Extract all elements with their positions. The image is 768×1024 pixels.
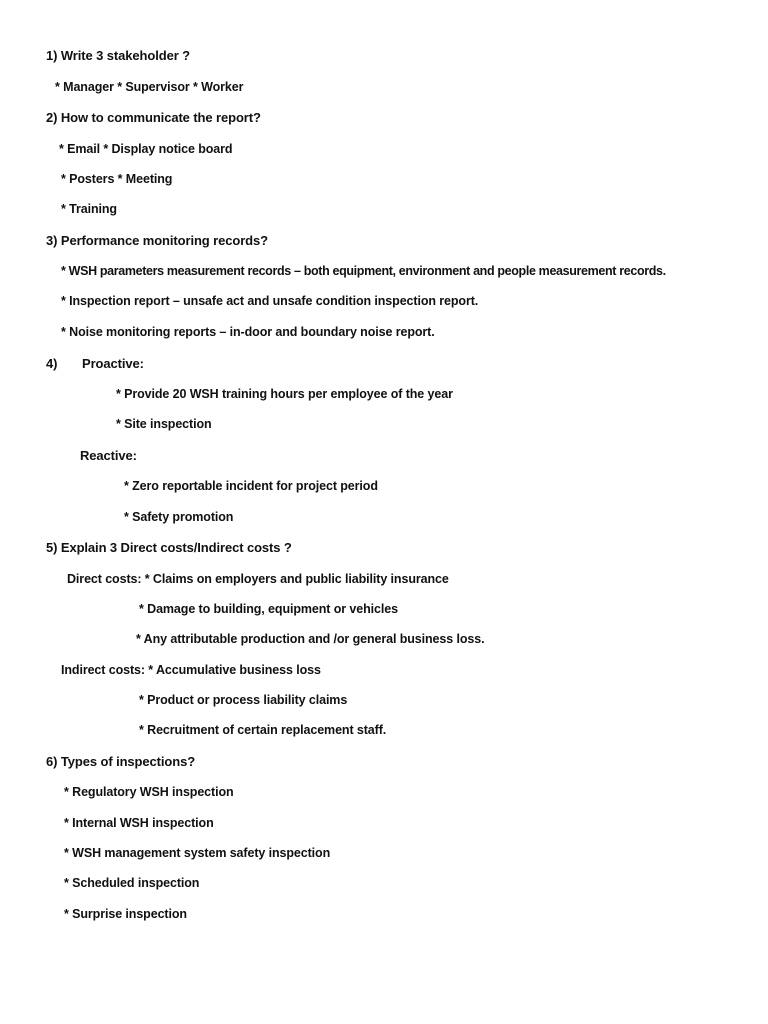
direct-cost-item: * Any attributable production and /or general business loss.: [136, 632, 485, 646]
q3-item: * Inspection report – unsafe act and unsafe condition inspection report.: [61, 294, 479, 308]
reactive-item: * Safety promotion: [124, 510, 234, 524]
q1-answer: * Manager * Supervisor * Worker: [55, 80, 244, 94]
inspection-type-item: * Surprise inspection: [64, 907, 187, 921]
inspection-type-item: * Internal WSH inspection: [64, 816, 214, 830]
q2-item: * Posters * Meeting: [61, 172, 173, 186]
question-4-number: 4): [46, 356, 58, 371]
reactive-label: Reactive:: [80, 448, 137, 463]
q3-item: * Noise monitoring reports – in-door and boundary noise report.: [61, 325, 435, 339]
indirect-cost-item: * Product or process liability claims: [139, 693, 348, 707]
inspection-type-item: * WSH management system safety inspection: [64, 846, 331, 860]
q2-item: * Training: [61, 202, 117, 216]
inspection-type-item: * Scheduled inspection: [64, 876, 200, 890]
indirect-cost-item: * Recruitment of certain replacement staff.: [139, 723, 387, 737]
q2-item: * Email * Display notice board: [59, 142, 233, 156]
direct-cost-item: * Damage to building, equipment or vehicles: [139, 602, 398, 616]
proactive-item: * Provide 20 WSH training hours per employee of the year: [116, 387, 453, 401]
indirect-costs-line: Indirect costs: * Accumulative business loss: [61, 663, 321, 677]
reactive-item: * Zero reportable incident for project period: [124, 479, 378, 493]
proactive-label: Proactive:: [82, 356, 144, 371]
q3-item: * WSH parameters measurement records – both equipment, environment and people measurement records.: [61, 264, 666, 278]
proactive-item: * Site inspection: [116, 417, 212, 431]
question-5: 5) Explain 3 Direct costs/Indirect costs ?: [46, 540, 292, 555]
question-2: 2) How to communicate the report?: [46, 110, 261, 125]
question-6: 6) Types of inspections?: [46, 754, 196, 769]
question-1: 1) Write 3 stakeholder ?: [46, 48, 191, 63]
inspection-type-item: * Regulatory WSH inspection: [64, 785, 234, 799]
question-3: 3) Performance monitoring records?: [46, 233, 268, 248]
direct-costs-line: Direct costs: * Claims on employers and public liability insurance: [67, 572, 449, 586]
